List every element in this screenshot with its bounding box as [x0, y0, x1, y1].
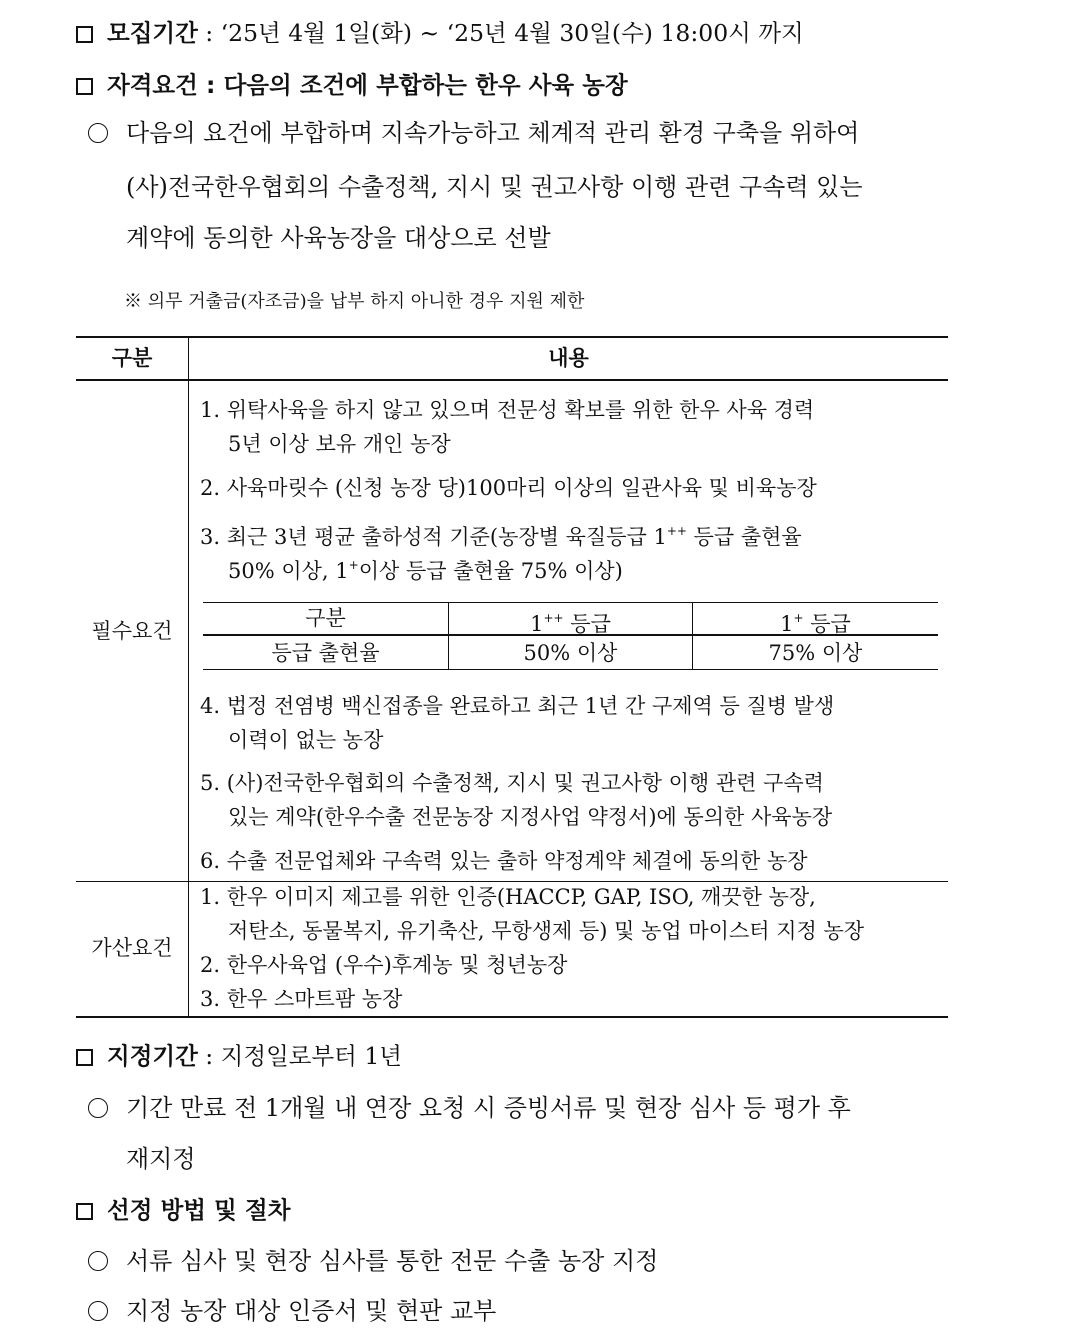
- section-recruit-period: [76, 18, 804, 48]
- inner-row-label: 등급 출현율: [271, 641, 380, 665]
- bonus-item-3: 3. 한우 스마트팜 농장: [200, 987, 403, 1011]
- circle-bullet-icon: [88, 1098, 108, 1118]
- inner-header-category: 구분: [305, 606, 346, 630]
- required-item-2: 2. 사육마릿수 (신청 농장 당)100마리 이상의 일관사육 및 비육농장: [200, 476, 817, 500]
- required-item-4: 4. 법정 전염병 백신접종을 완료하고 최근 1년 간 구제역 등 질병 발생: [200, 694, 835, 718]
- required-item-1-cont: 5년 이상 보유 개인 농장: [228, 432, 451, 456]
- table-header-content: 내용: [548, 346, 589, 370]
- table-header-category: 구분: [111, 346, 153, 370]
- required-item-3: 3. 최근 3년 평균 출하성적 기준(농장별 육질등급 1++ 등급 출현율: [200, 524, 802, 549]
- inner-header-grade-1pp: 1++ 등급: [530, 611, 611, 636]
- required-item-4-cont: 이력이 없는 농장: [228, 728, 384, 752]
- bonus-label: 가산요건: [91, 936, 173, 960]
- table-column-divider: [188, 337, 189, 1017]
- period-bullet-cont: 재지정: [126, 1145, 196, 1173]
- selection-label: 선정 방법 및 절차: [107, 1196, 291, 1224]
- period-text: : 지정일로부터 1년: [197, 1042, 402, 1070]
- bonus-item-1-cont: 저탄소, 동물복지, 유기축산, 무항생제 등) 및 농업 마이스터 지정 농장: [228, 919, 865, 943]
- period-label: 지정기간: [107, 1042, 198, 1070]
- required-label: 필수요건: [91, 619, 173, 643]
- required-item-1: 1. 위탁사육을 하지 않고 있으며 전문성 확보를 위한 한우 사육 경력: [200, 398, 815, 422]
- qualify-bullet-line: (사)전국한우협회의 수출정책, 지시 및 권고사항 이행 관련 구속력 있는: [126, 173, 863, 201]
- table-header-border: [76, 379, 948, 381]
- required-item-5: 5. (사)전국한우협회의 수출정책, 지시 및 권고사항 이행 관련 구속력: [200, 771, 824, 795]
- inner-header-grade-1p: 1+ 등급: [780, 611, 851, 636]
- section-designation-period: [76, 1041, 402, 1071]
- checkbox-square-icon: [76, 78, 93, 95]
- inner-row-value-1p: 75% 이상: [768, 641, 863, 665]
- qualify-label: 자격요건 : 다음의 조건에 부합하는 한우 사육 농장: [107, 71, 628, 99]
- recruit-text: : ‘25년 4월 1일(화) ~ ‘25년 4월 30일(수) 18:00시 까지: [197, 19, 804, 47]
- qualify-note: ※ 의무 거출금(자조금)을 납부 하지 아니한 경우 지원 제한: [124, 291, 585, 312]
- required-item-6: 6. 수출 전문업체와 구속력 있는 출하 약정계약 체결에 동의한 농장: [200, 849, 808, 873]
- section-selection: [76, 1195, 290, 1225]
- selection-bullet-1: 서류 심사 및 현장 심사를 통한 전문 수출 농장 지정: [88, 1246, 658, 1276]
- checkbox-square-icon: [76, 26, 93, 43]
- table-top-border: [76, 336, 948, 338]
- required-item-3-cont: 50% 이상, 1+이상 등급 출현율 75% 이상): [228, 558, 623, 583]
- circle-bullet-icon: [88, 123, 108, 143]
- period-bullet: 기간 만료 전 1개월 내 연장 요청 시 증빙서류 및 현장 심사 등 평가 후: [88, 1093, 851, 1123]
- inner-row-value-1pp: 50% 이상: [523, 641, 618, 665]
- required-item-5-cont: 있는 계약(한우수출 전문농장 지정사업 약정서)에 동의한 사육농장: [228, 805, 833, 829]
- table-bottom-border: [76, 1016, 948, 1018]
- circle-bullet-icon: [88, 1251, 108, 1271]
- checkbox-square-icon: [76, 1203, 93, 1220]
- section-qualification: [76, 70, 628, 100]
- circle-bullet-icon: [88, 1301, 108, 1321]
- bonus-item-2: 2. 한우사육업 (우수)후계농 및 청년농장: [200, 953, 568, 977]
- checkbox-square-icon: [76, 1049, 93, 1066]
- qualify-bullet-line: 다음의 요건에 부합하며 지속가능하고 체계적 관리 환경 구축을 위하여: [88, 118, 859, 148]
- recruit-label: 모집기간: [107, 19, 198, 47]
- qualify-bullet-line: 계약에 동의한 사육농장을 대상으로 선발: [126, 224, 551, 252]
- bonus-item-1: 1. 한우 이미지 제고를 위한 인증(HACCP, GAP, ISO, 깨끗한 농장,: [200, 885, 816, 909]
- selection-bullet-2: 지정 농장 대상 인증서 및 현판 교부: [88, 1296, 496, 1326]
